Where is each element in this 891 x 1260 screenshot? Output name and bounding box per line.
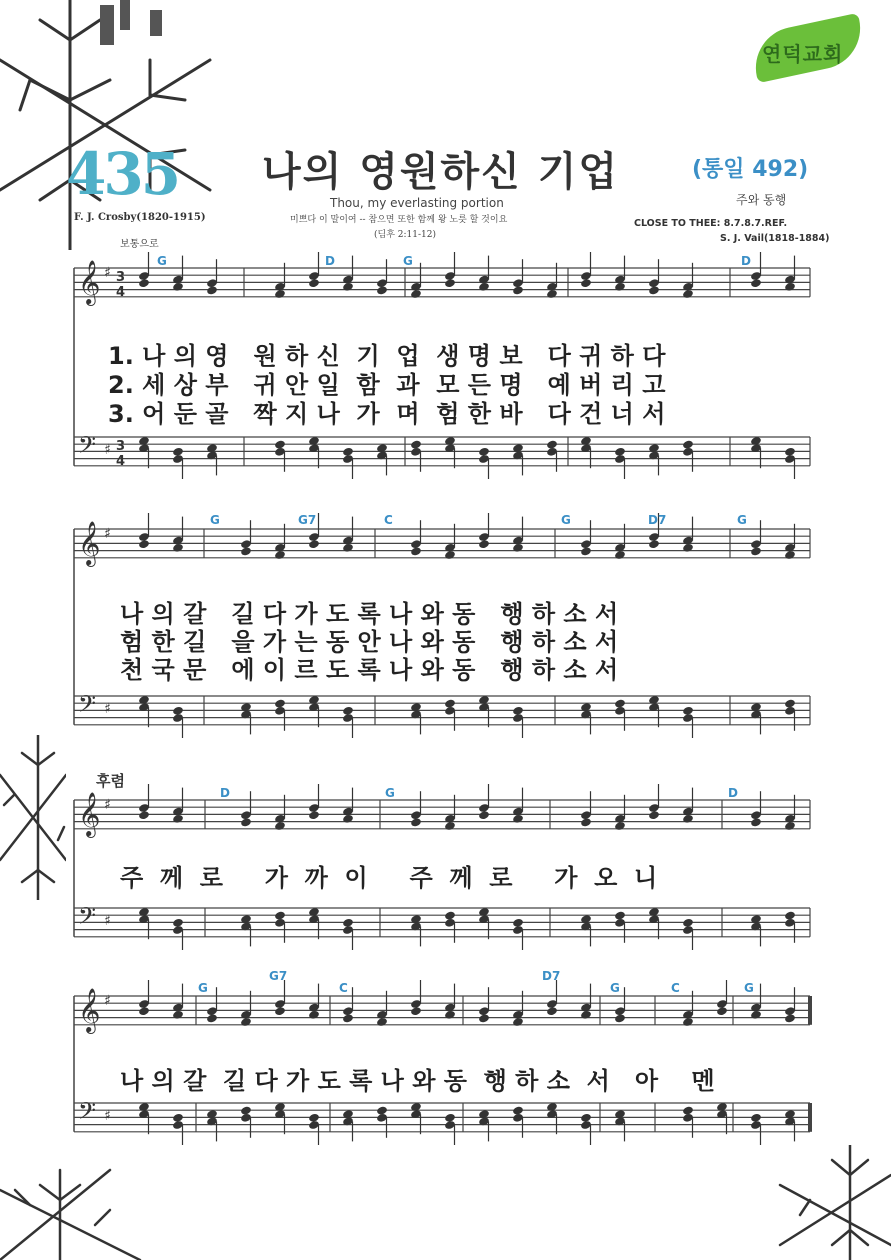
note-head [410, 289, 422, 299]
treble-clef: 𝄞 [78, 260, 101, 304]
note-head [784, 550, 796, 560]
lyric-line: 주 께 로 가 까 이 주 께 로 가 오 니 [120, 864, 658, 892]
note-head [274, 821, 286, 831]
note-head [172, 543, 184, 553]
chord-label: D7 [542, 969, 561, 983]
note-head [614, 282, 626, 292]
note-head [138, 539, 150, 549]
note-head [410, 1006, 422, 1016]
note-head [512, 543, 524, 553]
note-head [580, 278, 592, 288]
note-head [444, 821, 456, 831]
note-head [580, 817, 592, 827]
note-head [308, 539, 320, 549]
note-head [682, 814, 694, 824]
note-head [342, 814, 354, 824]
lyric-line: 나 의 갈 길 다 가 도 록 나 와 동 행 하 소 서 [120, 600, 619, 628]
hymn-title: 나의 영원하신 기업 [262, 149, 619, 195]
lyricist: F. J. Crosby(1820-1915) [74, 212, 206, 223]
note-head [682, 289, 694, 299]
note-head [682, 1017, 694, 1027]
note-head [784, 821, 796, 831]
note-head [342, 543, 354, 553]
note-head [274, 1006, 286, 1016]
chord-label: G7 [269, 969, 288, 983]
note-head [750, 546, 762, 556]
note-head [138, 810, 150, 820]
note-head [376, 1017, 388, 1027]
composer: S. J. Vail(1818-1884) [720, 233, 830, 244]
note-head [682, 543, 694, 553]
note-head [614, 1013, 626, 1023]
bass-clef: 𝄢 [78, 1097, 97, 1130]
bass-clef: 𝄢 [78, 902, 97, 935]
time-signature: 3 [116, 439, 126, 454]
note-head [750, 278, 762, 288]
time-signature: 4 [116, 285, 126, 300]
note-head [614, 821, 626, 831]
treble-clef: 𝄞 [78, 792, 101, 836]
chord-label: G [385, 786, 395, 800]
note-head [240, 817, 252, 827]
chord-label: G7 [298, 513, 317, 527]
chord-label: G [403, 254, 413, 268]
note-head [478, 282, 490, 292]
key-signature-sharp: ♯ [104, 913, 111, 929]
note-head [308, 1010, 320, 1020]
note-head [512, 285, 524, 295]
chord-label: G [744, 981, 754, 995]
lyric-line: 1. 나 의 영 원 하 신 기 업 생 명 보 다 귀 하 다 [108, 342, 666, 370]
note-head [750, 817, 762, 827]
note-head [138, 278, 150, 288]
note-head [240, 546, 252, 556]
tongil-number: (통일 492) [692, 157, 809, 182]
note-head [206, 1013, 218, 1023]
chord-label: G [737, 513, 747, 527]
note-head [274, 550, 286, 560]
note-head [750, 1010, 762, 1020]
english-title: Thou, my everlasting portion [330, 196, 504, 210]
note-head [580, 546, 592, 556]
note-head [172, 814, 184, 824]
scripture-verse: 미쁘다 이 말이여 -- 참으면 또한 함께 왕 노릇 할 것이요 [290, 215, 508, 225]
note-head [444, 550, 456, 560]
tune-name: CLOSE TO THEE: 8.7.8.7.REF. [634, 218, 788, 229]
lyric-line: 3. 어 둔 골 짝 지 나 가 며 험 한 바 다 건 너 서 [108, 400, 666, 428]
lyric-line: 천 국 문 에 이 르 도 록 나 와 동 행 하 소 서 [120, 656, 619, 684]
note-head [342, 282, 354, 292]
key-signature-sharp: ♯ [104, 1108, 111, 1124]
note-head [614, 550, 626, 560]
chord-label: C [339, 981, 348, 995]
chord-label: C [671, 981, 680, 995]
church-logo-text: 연덕교회 [762, 42, 844, 66]
note-head [716, 1006, 728, 1016]
chord-label: G [610, 981, 620, 995]
note-head [172, 1010, 184, 1020]
key-signature-sharp: ♯ [104, 265, 111, 281]
note-head [546, 289, 558, 299]
chord-label: D [220, 786, 230, 800]
chord-label: D [325, 254, 335, 268]
note-head [444, 1010, 456, 1020]
note-head [648, 810, 660, 820]
chord-label: G [210, 513, 220, 527]
note-head [648, 285, 660, 295]
note-head [376, 285, 388, 295]
lyric-line: 나 의 갈 길 다 가 도 록 나 와 동 행 하 소 서 아 멘 [120, 1067, 715, 1095]
lyric-line: 2. 세 상 부 귀 안 일 함 과 모 든 명 예 버 리 고 [108, 371, 666, 399]
lyric-line: 험 한 길 을 가 는 동 안 나 와 동 행 하 소 서 [120, 628, 619, 656]
note-head [512, 1017, 524, 1027]
note-head [784, 282, 796, 292]
note-head [410, 817, 422, 827]
note-head [308, 278, 320, 288]
time-signature: 4 [116, 454, 126, 469]
note-head [648, 539, 660, 549]
treble-clef: 𝄞 [78, 988, 101, 1032]
treble-clef: 𝄞 [78, 521, 101, 565]
note-head [410, 546, 422, 556]
note-head [546, 1006, 558, 1016]
note-head [274, 289, 286, 299]
chord-label: G [157, 254, 167, 268]
chord-label: D [728, 786, 738, 800]
chord-label: D [741, 254, 751, 268]
hymn-number: 435 [66, 140, 179, 208]
key-signature-sharp: ♯ [104, 797, 111, 813]
chord-label: D7 [648, 513, 667, 527]
note-head [240, 1017, 252, 1027]
key-signature-sharp: ♯ [104, 993, 111, 1009]
bass-clef: 𝄢 [78, 690, 97, 723]
key-signature-sharp: ♯ [104, 442, 111, 458]
note-head [342, 1013, 354, 1023]
note-head [444, 278, 456, 288]
note-head [784, 1013, 796, 1023]
note-head [138, 1006, 150, 1016]
bass-clef: 𝄢 [78, 431, 97, 464]
hymn-theme: 주와 동행 [736, 193, 787, 207]
key-signature-sharp: ♯ [104, 526, 111, 542]
note-head [206, 285, 218, 295]
chord-label: C [384, 513, 393, 527]
note-head [580, 1010, 592, 1020]
note-head [308, 810, 320, 820]
note-head [478, 810, 490, 820]
note-head [478, 1013, 490, 1023]
chord-label: G [198, 981, 208, 995]
note-head [172, 282, 184, 292]
scripture-reference: (딤후 2:11-12) [374, 230, 436, 240]
note-head [478, 539, 490, 549]
refrain-label: 후렴 [96, 772, 125, 790]
tempo-marking: 보통으로 [120, 239, 159, 250]
chord-label: G [561, 513, 571, 527]
time-signature: 3 [116, 270, 126, 285]
key-signature-sharp: ♯ [104, 701, 111, 717]
note-head [512, 814, 524, 824]
